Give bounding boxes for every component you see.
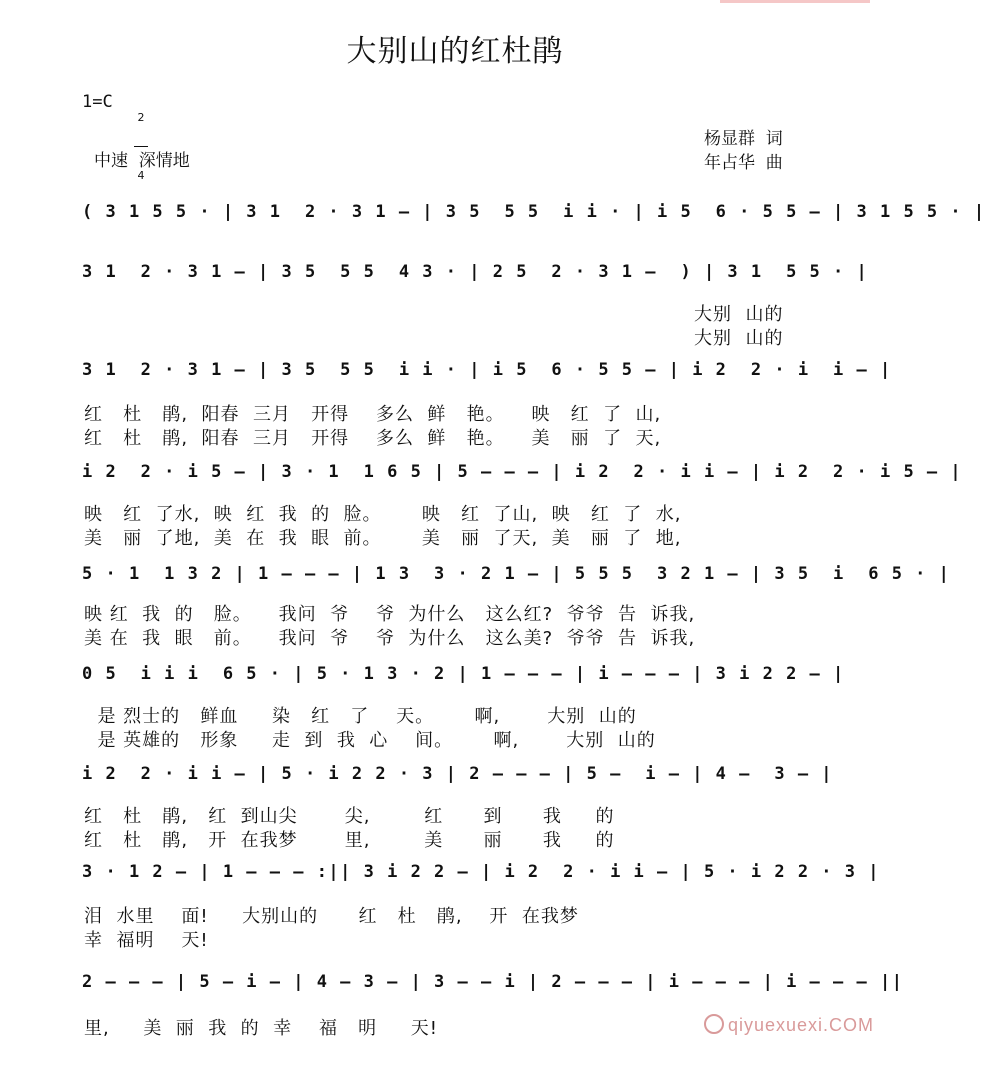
time-signature xyxy=(134,90,148,192)
lyric-line-3b: 大别 山的 xyxy=(694,328,784,349)
meter-top: 2 xyxy=(137,111,145,124)
lyric-line-8b: 红 杜 鹃, 开 在我梦 里, 美 丽 我 的 xyxy=(84,830,615,851)
lyric-line-4b: 红 杜 鹃, 阳春 三月 开得 多么 鲜 艳。 美 丽 了 天, xyxy=(84,428,662,449)
lyric-line-9b: 幸 福明 天! xyxy=(84,930,209,951)
lyric-line-5b: 美 丽 了地, 美 在 我 眼 前。 美 丽 了天, 美 丽 了 地, xyxy=(84,528,682,549)
notation-line-4: 3 1 2 · 3 1 — | 3 5 5 5 i i · | i 5 6 · 5 5 — | i 2 2 · i i — | xyxy=(82,360,892,380)
notation-line-2: 3 1 2 · 3 1 — | 3 5 5 5 4 3 · | 2 5 2 · 3 1 — ) | 3 1 5 5 · | xyxy=(82,262,869,282)
lyric-line-3a: 大别 山的 xyxy=(694,304,784,325)
notation-line-1: ( 3 1 5 5 · | 3 1 2 · 3 1 — | 3 5 5 5 i i · | i 5 6 · 5 5 — | 3 1 5 5 · | xyxy=(82,202,986,222)
lyric-line-6b: 美 在 我 眼 前。 我问 爷 爷 为什么 这么美? 爷爷 告 诉我, xyxy=(84,628,696,649)
site-watermark xyxy=(704,1014,874,1036)
lyric-line-10a: 里, 美 丽 我 的 幸 福 明 天! xyxy=(84,1018,438,1039)
corner-decoration xyxy=(720,0,870,3)
tempo-marking: 中速 深情地 xyxy=(94,151,190,171)
notation-line-7: 0 5 i i i 6 5 · | 5 · 1 3 · 2 | 1 — — — | i — — — | 3 i 2 2 — | xyxy=(82,664,845,684)
notation-line-9: 3 · 1 2 — | 1 — — — :|| 3 i 2 2 — | i 2 2 · i i — | 5 · i 2 2 · 3 | xyxy=(82,862,880,882)
watermark-logo-icon xyxy=(704,1014,724,1034)
notation-line-8: i 2 2 · i i — | 5 · i 2 2 · 3 | 2 — — — | 5 — i — | 4 — 3 — | xyxy=(82,764,834,784)
notation-line-10: 2 — — — | 5 — i — | 4 — 3 — | 3 — — i | 2 — — — | i — — — | i — — — || xyxy=(82,972,904,992)
lyricist-credit: 杨显群 词 xyxy=(704,129,783,149)
lyric-line-5a: 映 红 了水, 映 红 我 的 脸。 映 红 了山, 映 红 了 水, xyxy=(84,504,682,525)
key-signature: 1=C xyxy=(82,92,113,112)
lyric-line-7b: 是 英雄的 形象 走 到 我 心 间。 啊, 大别 山的 xyxy=(84,730,656,751)
page-title: 大别山的红杜鹃 xyxy=(346,34,564,69)
meter-bottom: 4 xyxy=(137,169,145,182)
notation-line-6: 5 · 1 1 3 2 | 1 — — — | 1 3 3 · 2 1 — | 5 5 5 3 2 1 — | 3 5 i 6 5 · | xyxy=(82,564,951,584)
lyric-line-6a: 映 红 我 的 脸。 我问 爷 爷 为什么 这么红? 爷爷 告 诉我, xyxy=(84,604,696,625)
notation-line-5: i 2 2 · i 5 — | 3 · 1 1 6 5 | 5 — — — | i 2 2 · i i — | i 2 2 · i 5 — | xyxy=(82,462,963,482)
watermark-text: qiyuexuexi.COM xyxy=(727,1015,874,1035)
lyric-line-4a: 红 杜 鹃, 阳春 三月 开得 多么 鲜 艳。 映 红 了 山, xyxy=(84,404,662,425)
lyric-line-8a: 红 杜 鹃, 红 到山尖 尖, 红 到 我 的 xyxy=(84,806,615,827)
lyric-line-9a: 泪 水里 面! 大别山的 红 杜 鹃, 开 在我梦 xyxy=(84,906,579,927)
composer-credit: 年占华 曲 xyxy=(704,153,783,173)
lyric-line-7a: 是 烈士的 鲜血 染 红 了 天。 啊, 大别 山的 xyxy=(84,706,637,727)
